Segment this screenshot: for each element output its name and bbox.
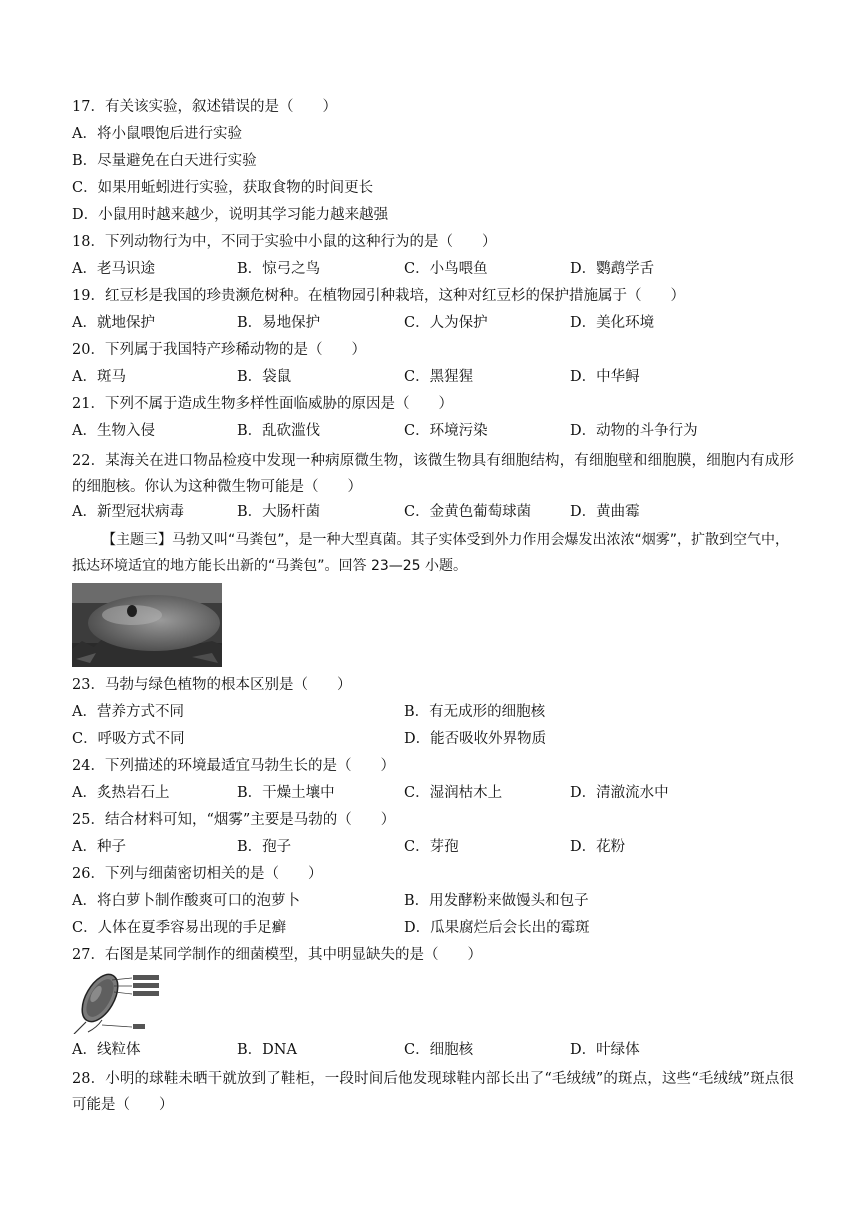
q19-option-a: A．就地保护 (72, 315, 155, 331)
q27-option-a: A．线粒体 (72, 1042, 141, 1058)
q23-option-a: A．营养方式不同 (72, 704, 184, 720)
q19-option-b: B．易地保护 (237, 315, 321, 331)
q18-stem: 18．下列动物行为中，不同于实验中小鼠的这种行为的是（ ） (72, 234, 497, 250)
q24-option-b: B．干燥土壤中 (237, 785, 335, 801)
q24-option-a: A．炙热岩石上 (72, 785, 170, 801)
q26-option-a: A．将白萝卜制作酸爽可口的泡萝卜 (72, 893, 300, 909)
q26-option-b: B．用发酵粉来做馒头和包子 (404, 893, 589, 909)
q17-option-d: D．小鼠用时越来越少，说明其学习能力越来越强 (72, 207, 389, 223)
q22-stem: 22．某海关在进口物品检疫中发现一种病原微生物，该微生物具有细胞结构，有细胞壁和细胞膜，细胞内有成形的细胞核。你认为这种微生物可能是（ ） (72, 453, 794, 495)
q22-option-c: C．金黄色葡萄球菌 (404, 504, 532, 520)
q21-option-d: D．动物的斗争行为 (570, 423, 698, 439)
q17-option-a: A．将小鼠喂饱后进行实验 (72, 126, 242, 142)
q21-option-b: B．乱砍滥伐 (237, 423, 321, 439)
q21-option-c: C．环境污染 (404, 423, 488, 439)
q28-stem: 28．小明的球鞋未晒干就放到了鞋柜，一段时间后他发现球鞋内部长出了“毛绒绒”的斑点，这些“毛绒绒”斑点很可能是（ ） (72, 1071, 794, 1113)
q25-option-c: C．芽孢 (404, 839, 459, 855)
q26-option-c: C．人体在夏季容易出现的手足癣 (72, 920, 287, 936)
q24-option-d: D．清澈流水中 (570, 785, 669, 801)
q23-option-b: B．有无成形的细胞核 (404, 704, 546, 720)
q27-option-c: C．细胞核 (404, 1042, 474, 1058)
theme3-intro: 【主题三】马勃又叫“马粪包”，是一种大型真菌。其子实体受到外力作用会爆发出浓浓“烟雾”，扩散到空气中，抵达环境适宜的地方能长出新的“马粪包”。回答 23—25 小题。 (72, 532, 790, 574)
puffball-photo-image (72, 583, 222, 667)
q24-stem: 24．下列描述的环境最适宜马勃生长的是（ ） (72, 758, 395, 774)
q19-stem: 19．红豆杉是我国的珍贵濒危树种。在植物园引种栽培，这种对红豆杉的保护措施属于（ ） (72, 288, 685, 304)
q21-stem: 21．下列不属于造成生物多样性面临威胁的原因是（ ） (72, 396, 453, 412)
q20-option-a: A．斑马 (72, 369, 126, 385)
q26-option-d: D．瓜果腐烂后会长出的霉斑 (404, 920, 590, 936)
q23-stem: 23．马勃与绿色植物的根本区别是（ ） (72, 677, 352, 693)
q25-option-b: B．孢子 (237, 839, 292, 855)
q22-option-d: D．黄曲霉 (570, 504, 640, 520)
q19-option-c: C．人为保护 (404, 315, 488, 331)
q25-stem: 25．结合材料可知，“烟雾”主要是马勃的（ ） (72, 812, 396, 828)
q26-stem: 26．下列与细菌密切相关的是（ ） (72, 866, 323, 882)
q25-option-a: A．种子 (72, 839, 126, 855)
q18-option-c: C．小鸟喂鱼 (404, 261, 488, 277)
q27-option-d: D．叶绿体 (570, 1042, 640, 1058)
q17-option-b: B．尽量避免在白天进行实验 (72, 153, 257, 169)
puffball-photo (72, 583, 222, 667)
q18-option-a: A．老马识途 (72, 261, 155, 277)
q20-option-b: B．袋鼠 (237, 369, 292, 385)
q20-option-c: C．黑猩猩 (404, 369, 474, 385)
q25-option-d: D．花粉 (570, 839, 626, 855)
q22-option-a: A．新型冠状病毒 (72, 504, 184, 520)
q27-option-b: B．DNA (237, 1042, 297, 1058)
q21-option-a: A．生物入侵 (72, 423, 155, 439)
q20-stem: 20．下列属于我国特产珍稀动物的是（ ） (72, 342, 366, 358)
q22-option-b: B．大肠杆菌 (237, 504, 321, 520)
q23-option-d: D．能否吸收外界物质 (404, 731, 547, 747)
q23-option-c: C．呼吸方式不同 (72, 731, 185, 747)
q17-stem: 17．有关该实验，叙述错误的是（ ） (72, 99, 337, 115)
q24-option-c: C．湿润枯木上 (404, 785, 503, 801)
bacteria-model-image (72, 970, 182, 1034)
q27-stem: 27．右图是某同学制作的细菌模型，其中明显缺失的是（ ） (72, 947, 482, 963)
q18-option-d: D．鹦鹉学舌 (570, 261, 655, 277)
q19-option-d: D．美化环境 (570, 315, 655, 331)
bacteria-model-figure (72, 970, 182, 1034)
q20-option-d: D．中华鲟 (570, 369, 640, 385)
q18-option-b: B．惊弓之鸟 (237, 261, 321, 277)
q17-option-c: C．如果用蚯蚓进行实验，获取食物的时间更长 (72, 180, 374, 196)
